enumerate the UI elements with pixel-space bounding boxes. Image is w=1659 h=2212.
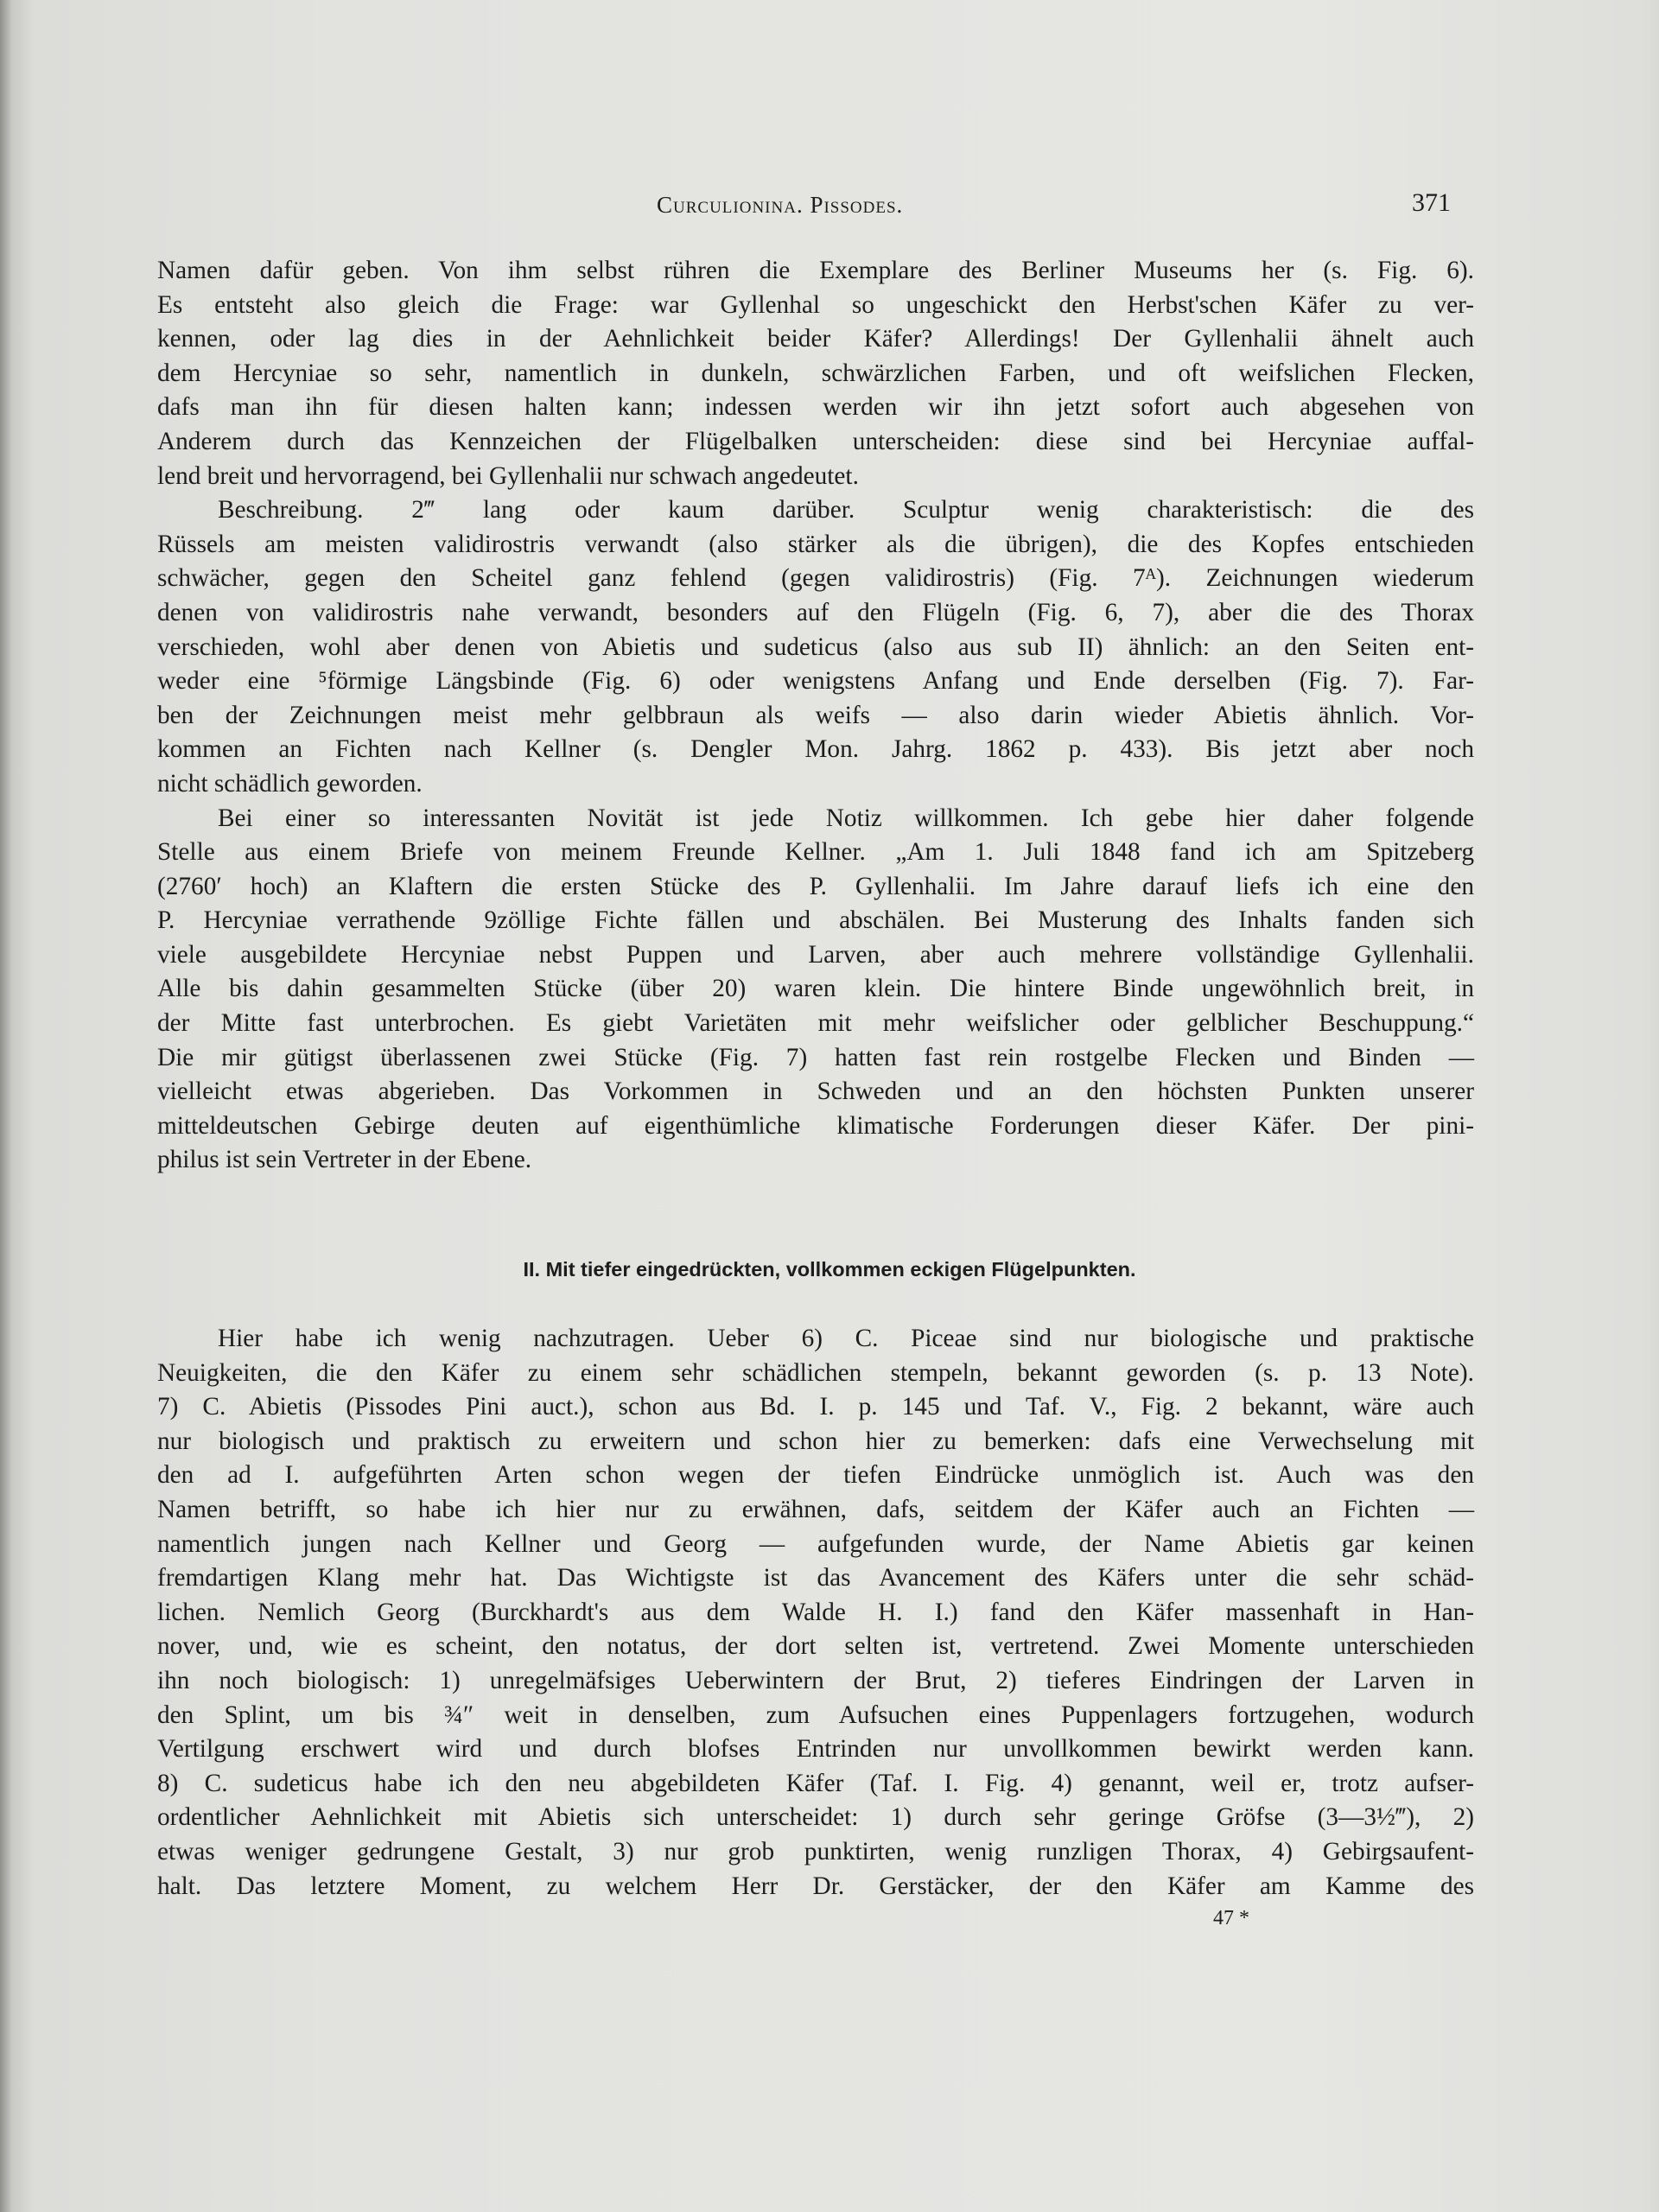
- text-line: Es entsteht also gleich die Frage: war Gyllenhal so ungeschickt den Herbst'schen Käfer zu ver-: [157, 290, 1474, 319]
- text-line: 8) C. sudeticus habe ich den neu abgebildeten Käfer (Taf. I. Fig. 4) genannt, weil er, trotz aufser-: [157, 1769, 1474, 1797]
- text-line: denen von validirostris nahe verwandt, besonders auf den Flügeln (Fig. 6, 7), aber die des Thorax: [157, 598, 1474, 626]
- text-line: Beschreibung. 2‴ lang oder kaum darüber. Sculptur wenig charakteristisch: die des: [218, 496, 1474, 524]
- text-line: P. Hercyniae verrathende 9zöllige Fichte fällen und abschälen. Bei Musterung des Inhalts fanden sich: [157, 906, 1474, 935]
- text-block-upper: [157, 254, 1474, 1178]
- text-line: Rüssels am meisten validirostris verwandt (also stärker als die übrigen), die des Kopfes entschieden: [157, 530, 1474, 558]
- text-line: fremdartigen Klang mehr hat. Das Wichtigste ist das Avancement des Käfers unter die sehr schäd-: [157, 1564, 1474, 1592]
- text-line: kennen, oder lag dies in der Aehnlichkeit beider Käfer? Allerdings! Der Gyllenhalii ähnelt auch: [157, 325, 1474, 353]
- text-line: mitteldeutschen Gebirge deuten auf eigenthümliche klimatische Forderungen dieser Käfer. Der pini-: [157, 1111, 1474, 1140]
- text-line: dafs man ihn für diesen halten kann; indessen werden wir ihn jetzt sofort auch abgesehen von: [157, 393, 1474, 422]
- text-line: lichen. Nemlich Georg (Burckhardt's aus dem Walde H. I.) fand den Käfer massenhaft in Han-: [157, 1598, 1474, 1626]
- text-line: lend breit und hervorragend, bei Gyllenhalii nur schwach angedeutet.: [157, 461, 859, 490]
- text-line: schwächer, gegen den Scheitel ganz fehlend (gegen validirostris) (Fig. 7ᴬ). Zeichnungen wiederum: [157, 564, 1474, 593]
- text-line: dem Hercyniae so sehr, namentlich in dunkeln, schwärzlichen Farben, und oft weifslichen Flecken,: [157, 359, 1474, 387]
- text-line: ihn noch biologisch: 1) unregelmäfsiges Ueberwintern der Brut, 2) tieferes Eindringen der Larven in: [157, 1666, 1474, 1694]
- text-line: Neuigkeiten, die den Käfer zu einem sehr schädlichen stempeln, bekannt geworden (s. p. 13 Note).: [157, 1358, 1474, 1387]
- text-line: ordentlicher Aehnlichkeit mit Abietis sich unterscheidet: 1) durch sehr geringe Gröfse (3—3½‴), 2): [157, 1803, 1474, 1832]
- text-line: weder eine ⁵förmige Längsbinde (Fig. 6) oder wenigstens Anfang und Ende derselben (Fig. 7). Far-: [157, 667, 1474, 696]
- text-line: der Mitte fast unterbrochen. Es giebt Varietäten mit mehr weifslicher oder gelblicher Beschuppung.“: [157, 1009, 1474, 1038]
- signature-mark: 47 *: [1213, 1907, 1249, 1929]
- text-line: ben der Zeichnungen meist mehr gelbbraun als weifs — also darin wieder Abietis ähnlich. Vor-: [157, 701, 1474, 729]
- text-line: etwas weniger gedrungene Gestalt, 3) nur grob punktirten, wenig runzligen Thorax, 4) Gebirgsaufent-: [157, 1837, 1474, 1866]
- text-line: Alle bis dahin gesammelten Stücke (über 20) waren klein. Die hintere Binde ungewöhnlich breit, in: [157, 975, 1474, 1003]
- text-line: Vertilgung erschwert wird und durch blofses Entrinden nur unvollkommen bewirkt werden kann.: [157, 1735, 1474, 1764]
- text-line: nover, und, wie es scheint, den notatus, der dort selten ist, vertretend. Zwei Momente unterschieden: [157, 1632, 1474, 1661]
- text-line: Anderem durch das Kennzeichen der Flügelbalken unterscheiden: diese sind bei Hercyniae auffal-: [157, 427, 1474, 455]
- text-line: Stelle aus einem Briefe von meinem Freunde Kellner. „Am 1. Juli 1848 fand ich am Spitzeberg: [157, 838, 1474, 867]
- text-line: vielleicht etwas abgerieben. Das Vorkommen in Schweden und an den höchsten Punkten unserer: [157, 1077, 1474, 1106]
- text-line: nicht schädlich geworden.: [157, 769, 423, 798]
- text-line: nur biologisch und praktisch zu erweitern und schon hier zu bemerken: dafs eine Verwechselung mit: [157, 1427, 1474, 1455]
- text-line: 7) C. Abietis (Pissodes Pini auct.), schon aus Bd. I. p. 145 und Taf. V., Fig. 2 bekannt, wäre auch: [157, 1393, 1474, 1421]
- text-line: verschieden, wohl aber denen von Abietis und sudeticus (also aus sub II) ähnlich: an den Seiten ent-: [157, 632, 1474, 661]
- text-line: den ad I. aufgeführten Arten schon wegen der tiefen Eindrücke unmöglich ist. Auch was den: [157, 1461, 1474, 1490]
- page-number: 371: [1412, 188, 1451, 217]
- text-line: philus ist sein Vertreter in der Ebene.: [157, 1146, 532, 1174]
- text-block-lower: [157, 1322, 1474, 1904]
- text-line: Hier habe ich wenig nachzutragen. Ueber 6) C. Piceae sind nur biologische und praktische: [218, 1325, 1474, 1352]
- text-line: viele ausgebildete Hercyniae nebst Puppen und Larven, aber auch mehrere vollständige Gyllenhalii.: [157, 940, 1474, 969]
- text-line: Namen dafür geben. Von ihm selbst rühren die Exemplare des Berliner Museums her (s. Fig. 6).: [157, 257, 1474, 284]
- text-line: namentlich jungen nach Kellner und Georg — aufgefunden wurde, der Name Abietis gar keinen: [157, 1529, 1474, 1558]
- text-line: halt. Das letztere Moment, zu welchem Herr Dr. Gerstäcker, der den Käfer am Kamme des: [157, 1872, 1474, 1900]
- text-line: (2760′ hoch) an Klaftern die ersten Stücke des P. Gyllenhalii. Im Jahre darauf liefs ich eine den: [157, 872, 1474, 900]
- text-line: den Splint, um bis ¾″ weit in denselben, zum Aufsuchen eines Puppenlagers fortzugehen, wodurch: [157, 1700, 1474, 1729]
- text-line: Bei einer so interessanten Novität ist jede Notiz willkommen. Ich gebe hier daher folgende: [218, 804, 1474, 832]
- running-head: Curculionina. Pissodes.: [657, 192, 904, 218]
- text-line: Namen betrifft, so habe ich hier nur zu erwähnen, dafs, seitdem der Käfer auch an Fichten —: [157, 1495, 1474, 1523]
- text-line: kommen an Fichten nach Kellner (s. Dengler Mon. Jahrg. 1862 p. 433). Bis jetzt aber noch: [157, 735, 1474, 764]
- text-line: Die mir gütigst überlassenen zwei Stücke (Fig. 7) hatten fast rein rostgelbe Flecken und Binden —: [157, 1043, 1474, 1071]
- section-heading: II. Mit tiefer eingedrückten, vollkommen eckigen Flügelpunkten.: [523, 1258, 1136, 1281]
